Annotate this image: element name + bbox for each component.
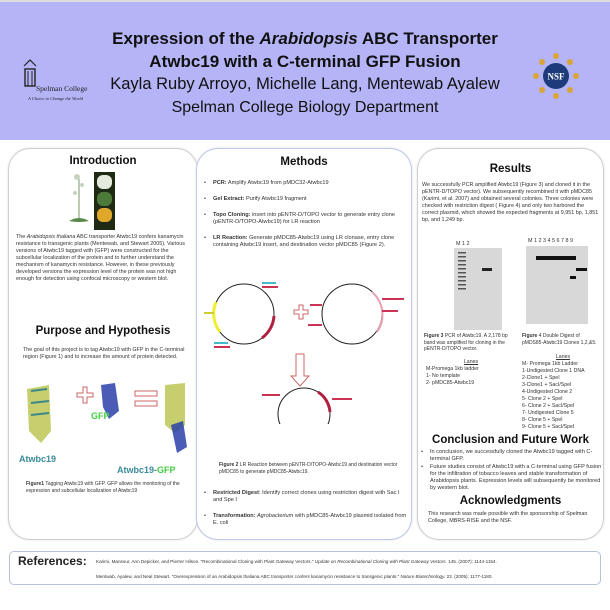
reference-2: Mentwab, Ayalew, and Neal Stewart. "Overexpression of an Arabidopsis thaliana ABC transporter confers kanamycin resistance to transgenic plants." Nature Biotechnology. 23. (2005): 1177-1180. <box>96 574 493 579</box>
introduction-heading: Introduction <box>69 155 137 167</box>
lane-item: M- Promega 1kb Ladder <box>522 361 578 367</box>
method-transformation: • Transformation: Agrobacterium with pMDC85-Atwbc19 plasmid isolated from E. coli <box>201 513 407 527</box>
lane-item: 1- No template <box>426 373 461 379</box>
methods-list-top <box>201 180 407 258</box>
conclusion-item: • In conclusion, we successfully cloned the Atwbc19 tagged with C-terminal GFP. <box>418 449 602 463</box>
figure3-caption: Figure 3 PCR of Atwbc19. A 2,178 bp band was amplified for cloning in the pENTR-D/TOPO vector. <box>424 333 508 352</box>
results-heading: Results <box>489 163 532 175</box>
down-arrow-icon <box>291 354 309 386</box>
gel-figure4 <box>526 246 588 324</box>
arabidopsis-plant-image <box>64 171 94 227</box>
lane-item: 6- Clone 2 + SacI/SpeI <box>522 403 575 409</box>
results-panel <box>417 148 604 540</box>
gfp-label: GFP <box>91 411 110 421</box>
poster-authors: Kayla Ruby Arroyo, Michelle Lang, Mentewab Ayalew <box>110 75 500 93</box>
acknowledgments-heading: Acknowledgments <box>459 495 562 507</box>
spelman-logo-name: Spelman College <box>36 84 88 93</box>
lane-item: 3-Clone1 + SacI/SpeI <box>522 382 572 388</box>
introduction-text: The Arabidopsis thaliana ABC transporter Atwbc19 confers kanamycin resistance to transgenic plants (Mentewab, and Stewart 2005). Various versions of Atwbc19 tagged with (GFP) were constructed for the subcellular localization of the protein and to further understand the mechanism of kanamycin resistance. However, in these previously developed versions the expression level of the protein was not high enough for detection using confocal microscopy or western blot. <box>16 234 185 282</box>
lane-item: 2- pMDC85-Atwbc19 <box>426 380 475 386</box>
poster-header <box>0 0 610 140</box>
spelman-logo-tagline: A Choice to Change the World <box>28 96 83 101</box>
figure4-caption: Figure 4 Double Digest of pMDS85-Atwbc19 Clones 1,2,&5. <box>522 333 597 346</box>
nsf-logo <box>532 52 580 100</box>
method-restricted-digest: • Restricted Digest: Identify correct clones using restriction digest with Sac I and Spe I <box>201 490 407 504</box>
poster-title-line2: Atwbc19 with a C-terminal GFP Fusion <box>149 52 461 71</box>
purpose-text: The goal of this project is to tag Atwbc19 with GFP in the C-terminal region (Figure 1) and to increase the amount of protein detected. <box>23 347 185 360</box>
plus-icon <box>294 305 308 319</box>
figure4-lanes <box>522 354 604 431</box>
reference-1: Karimi, Mansour, Ann Depicker, and Pierrer Hilson. "Recombinational Cloning with Plant Gateway Vectors." Update on Recombinational Cloning with Plant Gateway Vectors. 145. (2007): 1144-1154. <box>96 559 497 564</box>
gel-figure3 <box>454 248 502 330</box>
plus-icon <box>77 387 93 403</box>
svg-text:NSF: NSF <box>547 71 565 82</box>
methods-panel <box>196 148 412 540</box>
gel4-lane-labels: M 1 2 3 4 5 6 7 8 9 <box>528 238 573 244</box>
references-label: References: <box>18 554 87 568</box>
nsf-seal-icon <box>532 52 580 100</box>
spelman-logo <box>22 58 92 108</box>
poster-title-line1: Expression of the Arabidopsis ABC Transporter <box>112 29 498 48</box>
lane-item: M-Promega 1kb ladder <box>426 366 479 372</box>
lane-item: 4-Undigested Clone 2 <box>522 389 573 395</box>
introduction-panel <box>8 148 198 540</box>
method-pcr: • PCR: Amplify Atwbc19 from pMDC32-Atwbc19 <box>201 180 407 187</box>
lane-item: 2-Clone1 + SpeI <box>522 375 560 381</box>
lanes4-title: Lanes <box>555 354 571 360</box>
protein-structures-figure <box>19 381 191 461</box>
conclusion-heading: Conclusion and Future Work <box>432 434 589 446</box>
method-lr-reaction: • LR Reaction: Generate pMDC85-Atwbc19 using LR clonase, entry clone containing Atwbc19 insert, and destination vector pMDC85 (Figure 2). <box>201 235 407 249</box>
acknowledgments-text: This research was made possible with the sponsorship of Spelman College, MBRS-RISE and the NSF. <box>428 511 588 524</box>
atwbc19-label: Atwbc19 <box>19 454 57 464</box>
lane-item: 1-Undigested Clone 1 DNA <box>522 368 585 374</box>
method-gel-extract: • Gel Extract: Purify Atwbc19 fragment <box>201 196 407 203</box>
lane-item: 5- Clone 2 + SpeI <box>522 396 563 402</box>
purpose-heading: Purpose and Hypothesis <box>35 325 171 337</box>
atwbc19-gfp-label: Atwbc19-GFP <box>117 465 176 475</box>
lane-item: 7- Undigested Clone 5 <box>522 410 574 416</box>
method-topo-cloning: • Topo Cloning: insert into pENTR-D/TOPO vector to generate entry clone (pENTR-D/TOPO-Atwbc19) for LR reaction <box>201 212 407 226</box>
conclusion-list <box>418 449 602 492</box>
lanes3-title: Lanes <box>463 359 479 365</box>
results-text: We successfully PCR amplified Atwbc19 (Figure 3) and cloned it in the pENTR-D/TOPO vector). We subsequently recombined it with pMDC85 (Karimi, et al. 2007) and obtained several colonies. Three colonies were checked with restriction digest ( Figure 4) and only two harbored the correct plasmid, which showed the expected fragments at 9,951 bp, 1,851 bp, and 1,249 bp. <box>422 182 599 223</box>
lane-item: 8- Clone 5 + SpeI <box>522 417 563 423</box>
arabidopsis-closeup-image <box>94 172 115 230</box>
lr-reaction-figure <box>202 274 408 424</box>
figure1-caption: Figure1 Tagging Atwbc19 with GFP. GFP allows the monitoring of the expression and subcellular localization of Atwbc19 <box>26 481 180 494</box>
figure3-lanes <box>426 359 516 387</box>
methods-heading: Methods <box>280 156 328 168</box>
poster-department: Spelman College Biology Department <box>171 99 439 116</box>
figure2-caption: Figure 2 LR Reaction between pENTR-D/TOPO-Atwbc19 and destination vector pMDC85 to generate pMDC85-Atwbc19. <box>219 462 398 475</box>
equals-icon <box>135 391 157 406</box>
lane-item: 9- Clone 5 + SacI/SpeI <box>522 424 575 430</box>
gel3-lane-labels: M 1 2 <box>456 241 470 247</box>
methods-list-bottom <box>201 490 407 536</box>
references-box <box>9 551 601 585</box>
conclusion-item: • Future studies consist of Atwbc19 with a C-terminal using GFP fusion for the infiltration of tobacco leaves and stable transformation of Arabidopsis plants. Expression levels will subsequently be monitored by western blot. <box>418 464 602 492</box>
